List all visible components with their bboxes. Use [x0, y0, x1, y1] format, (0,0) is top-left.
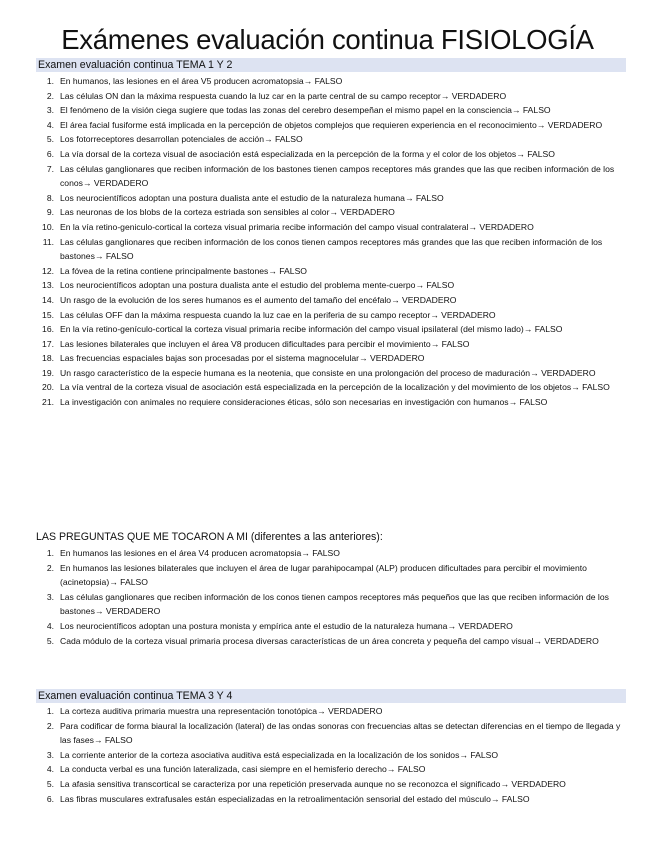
list-item: 18. Las frecuencias espaciales bajas son procesadas por el sistema magnocelular→ VERDADERO	[42, 353, 425, 364]
list-item: 16. En la vía retino-genículo-cortical la corteza visual primaria recibe información del campo visual ipsilateral (del mismo lado)→ FALSO	[42, 324, 563, 335]
list-item: 13. Los neurocientíficos adoptan una postura dualista ante el estudio del problema mente-cuerpo→ FALSO	[42, 280, 455, 291]
list-item: 17. Las lesiones bilaterales que incluyen el área V8 producen dificultades para percibir el movimiento→ FALSO	[42, 338, 470, 349]
list-item: 3. La corriente anterior de la corteza asociativa auditiva está especializada en la localización de los sonidos→ FALSO	[46, 749, 499, 760]
list-item: 3. El fenómeno de la visión ciega sugiere que todas las zonas del cerebro desempeñan el mismo papel en la consciencia→ FALSO	[46, 105, 551, 116]
question-list-tema-1-2	[36, 74, 626, 410]
list-item: 6. Las fibras musculares extrafusales están especializadas en la retroalimentación sensorial del estado del músculo→ FALSO	[46, 793, 530, 804]
list-item: 4. El área facial fusiforme está implicada en la percepción de objetos complejos que requieren experiencia en el reconocimiento→ VERDADERO	[46, 119, 603, 130]
section-heading-tema-1-2: Examen evaluación continua TEMA 1 Y 2	[36, 58, 626, 72]
list-item: 4. La conducta verbal es una función lateralizada, casi siempre en el hemisferio derecho→ FALSO	[46, 764, 426, 775]
list-item: 2. Para codificar de forma biaural la localización (lateral) de las ondas sonoras con frecuencias altas se detectan diferencias en el tiempo de llegada y las fases→ FALSO	[46, 720, 621, 746]
question-list-my-questions	[36, 546, 626, 648]
list-item: 5. Cada módulo de la corteza visual primaria procesa diversas características de un área concreta y pequeña del campo visual→ VERDADERO	[46, 635, 599, 646]
list-item: 9. Las neuronas de los blobs de la corteza estriada son sensibles al color→ VERDADERO	[46, 207, 395, 218]
list-item: 14. Un rasgo de la evolución de los seres humanos es el aumento del tamaño del encéfalo→ VERDADERO	[42, 294, 457, 305]
list-item: 5. Los fotorreceptores desarrollan potenciales de acción→ FALSO	[46, 134, 303, 145]
list-item: 11. Las células ganglionares que reciben información de los conos tienen campos receptores más grandes que las que reciben información de los bastones→ FALSO	[42, 236, 603, 262]
list-item: 6. La vía dorsal de la corteza visual de asociación está especializada en la percepción de la forma y el color de los objetos→ FALSO	[46, 148, 555, 159]
list-item: 21. La investigación con animales no requiere consideraciones éticas, sólo son necesarias en investigación con humanos→ FALSO	[42, 397, 548, 408]
page-title: Exámenes evaluación continua FISIOLOGÍA	[61, 24, 594, 55]
list-item: 2. Las células ON dan la máxima respuesta cuando la luz car en la parte central de su campo receptor→ VERDADERO	[46, 90, 507, 101]
list-item: 19. Un rasgo característico de la especie humana es la neotenia, que consiste en una prolongación del proceso de maduración→ VERDADERO	[42, 367, 596, 378]
list-item: 12. La fóvea de la retina contiene principalmente bastones→ FALSO	[42, 265, 307, 276]
list-item: 1. La corteza auditiva primaria muestra una representación tonotópica→ VERDADERO	[46, 706, 383, 716]
list-item: 10. En la vía retino-geniculo-cortical la corteza visual primaria recibe información del campo visual contralateral→ VERDADERO	[42, 221, 534, 232]
list-item: 2. En humanos las lesiones bilaterales que incluyen el área de lugar parahipocampal (ALP) producen dificultades para percibir el movimiento (acinetopsia)→ FALSO	[46, 562, 587, 588]
list-item: 8. Los neurocientíficos adoptan una postura dualista ante el estudio de la naturaleza humana→ FALSO	[46, 192, 444, 203]
list-item: 4. Los neurocientíficos adoptan una postura monista y empírica ante el estudio de la naturaleza humana→ VERDADERO	[46, 620, 513, 631]
list-item: 5. La afasia sensitiva transcortical se caracteriza por una repetición preservada aunque no se reconozca el significado→ VERDADERO	[46, 778, 566, 789]
list-item: 1. En humanos las lesiones en el área V4 producen acromatopsia→ FALSO	[46, 548, 340, 558]
list-item: 15. Las células OFF dan la máxima respuesta cuando la luz cae en la periferia de su campo receptor→ VERDADERO	[42, 309, 496, 320]
list-item: 3. Las células ganglionares que reciben información de los conos tienen campos receptores más pequeños que las que reciben información de los bastones→ VERDADERO	[46, 591, 609, 617]
section-heading-tema-3-4: Examen evaluación continua TEMA 3 Y 4	[36, 689, 626, 703]
question-list-tema-3-4	[36, 704, 626, 806]
list-item: 7. Las células ganglionares que reciben información de los bastones tienen campos receptores más grandes que las que reciben información de los conos→ VERDADERO	[46, 163, 615, 189]
section-heading-my-questions: LAS PREGUNTAS QUE ME TOCARON A MI (diferentes a las anteriores):	[36, 531, 383, 543]
list-item: 20. La vía ventral de la corteza visual de asociación está especializada en la percepción de la localización y del movimiento de los objetos→ FALSO	[42, 382, 610, 393]
list-item: 1. En humanos, las lesiones en el área V5 producen acromatopsia→ FALSO	[46, 76, 343, 86]
